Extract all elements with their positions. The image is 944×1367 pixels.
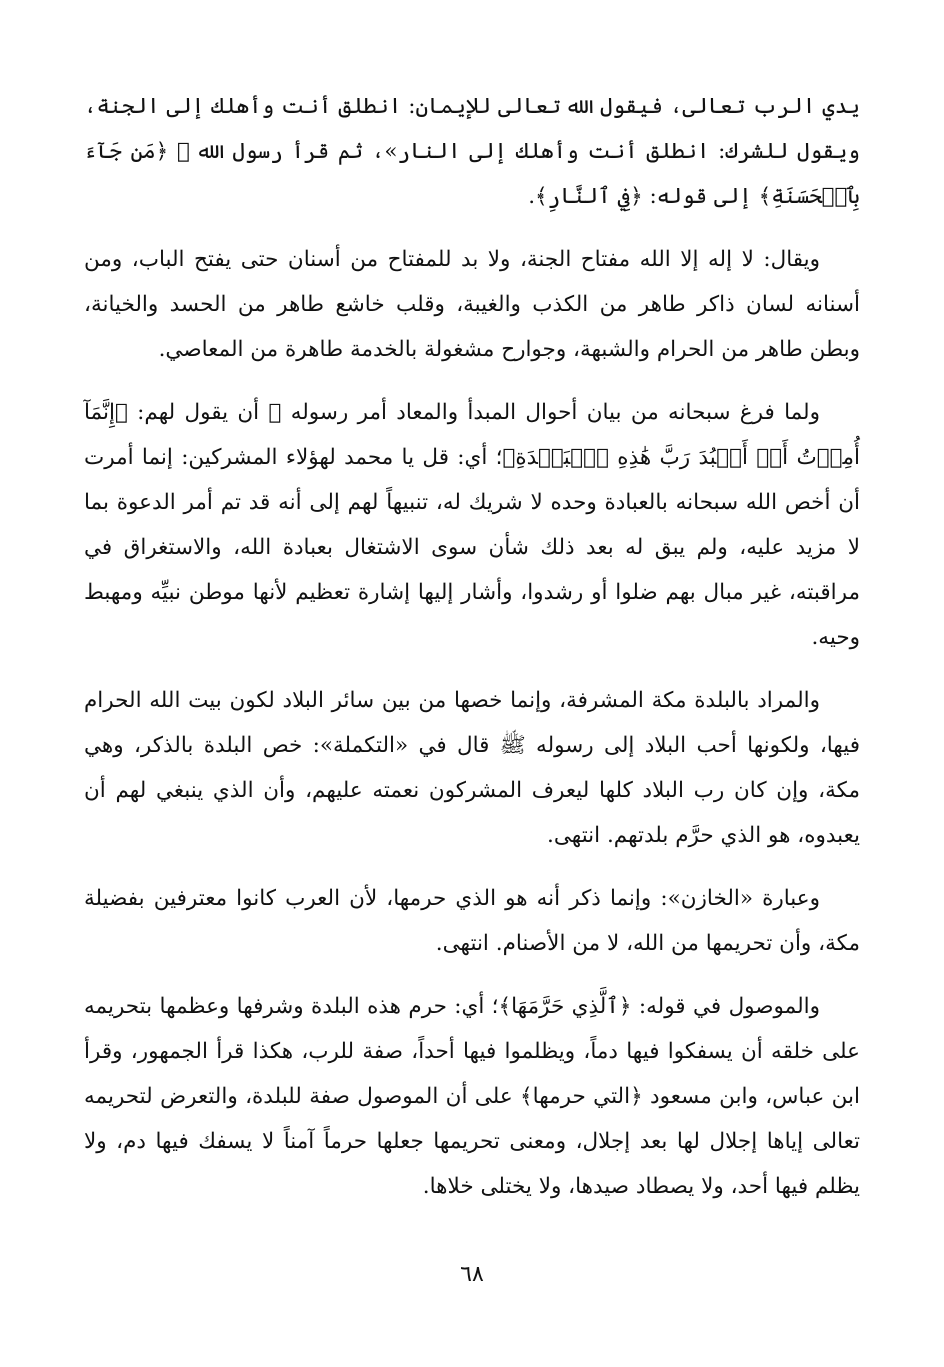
page-number: ٦٨ [460, 1262, 484, 1287]
paragraph-5: وعبارة «الخازن»: وإنما ذكر أنه هو الذي حرمها، لأن العرب كانوا معترفين بفضيلة مكة، وأن تحريمها من الله، لا من الأصنام. انتهى. [84, 886, 860, 956]
paragraph-4: والمراد بالبلدة مكة المشرفة، وإنما خصها من بين سائر البلاد لكون بيت الله الحرام فيها، ولكونها أحب البلاد إلى رسوله ﷺ قال في «التكملة»: خص البلدة بالذكر، وهي مكة، وإن كان رب البلاد كلها ليعرف المشركون نعمته عليهم، وأن الذي ينبغي لهم أن يعبدوه، هو الذي حرَّم بلدتهم. انتهى. [84, 688, 860, 848]
paragraph-6: والموصول في قوله: ﴿ٱلَّذِي حَرَّمَهَا﴾؛ أي: حرم هذه البلدة وشرفها وعظمها بتحريمه على خلقه أن يسفكوا فيها دماً، ويظلموا فيها أحداً، صفة للرب، هكذا قرأ الجمهور، وقرأ ابن عباس، وابن مسعود ﴿التي حرمها﴾ على أن الموصول صفة للبلدة، والتعرض لتحريمه تعالى إياها إجلال لها بعد إجلال، ومعنى تحريمها جعلها حرماً آمناً لا يسفك فيها دم، ولا يظلم فيها أحد، ولا يصطاد صيدها، ولا يختلى خلاها. [84, 994, 860, 1199]
page-body [84, 84, 860, 1227]
paragraph-3: ولما فرغ سبحانه من بيان أحوال المبدأ والمعاد أمر رسوله ﷺ أن يقول لهم: ﴿إِنَّمَآ أُمِرۡتُ أَنۡ أَعۡبُدَ رَبَّ هَٰذِهِ ٱلۡبَلۡدَةِ﴾؛ أي: قل يا محمد لهؤلاء المشركين: إنما أمرت أن أخص الله سبحانه بالعبادة وحده لا شريك له، تنبيهاً لهم إلى أنه قد تم أمر الدعوة بما لا مزيد عليه، ولم يبق له بعد ذلك شأن سوى الاشتغال بعبادة الله، والاستغراق في مراقبته، غير مبال بهم ضلوا أو رشدوا، وأشار إليها إشارة تعظيم لأنها موطن نبيِّه ومهبط وحيه. [84, 400, 860, 650]
paragraph-1: يدي الرب تعالى، فيقول الله تعالى للإيمان: انطلق أنت وأهلك إلى الجنة، ويقول للشرك: انطلق أنت وأهلك إلى النار»، ثم قرأ رسول الله ﷺ ﴿مَن جَآءَ بِٱلۡحَسَنَةِ﴾ إلى قوله: ﴿فِي ٱلنَّارِ﴾. [84, 94, 860, 209]
paragraph-2: ويقال: لا إله إلا الله مفتاح الجنة، ولا بد للمفتاح من أسنان حتى يفتح الباب، ومن أسنانه لسان ذاكر طاهر من الكذب والغيبة، وقلب خاشع طاهر من الحسد والخيانة، وبطن طاهر من الحرام والشبهة، وجوارح مشغولة بالخدمة طاهرة من المعاصي. [84, 247, 860, 362]
